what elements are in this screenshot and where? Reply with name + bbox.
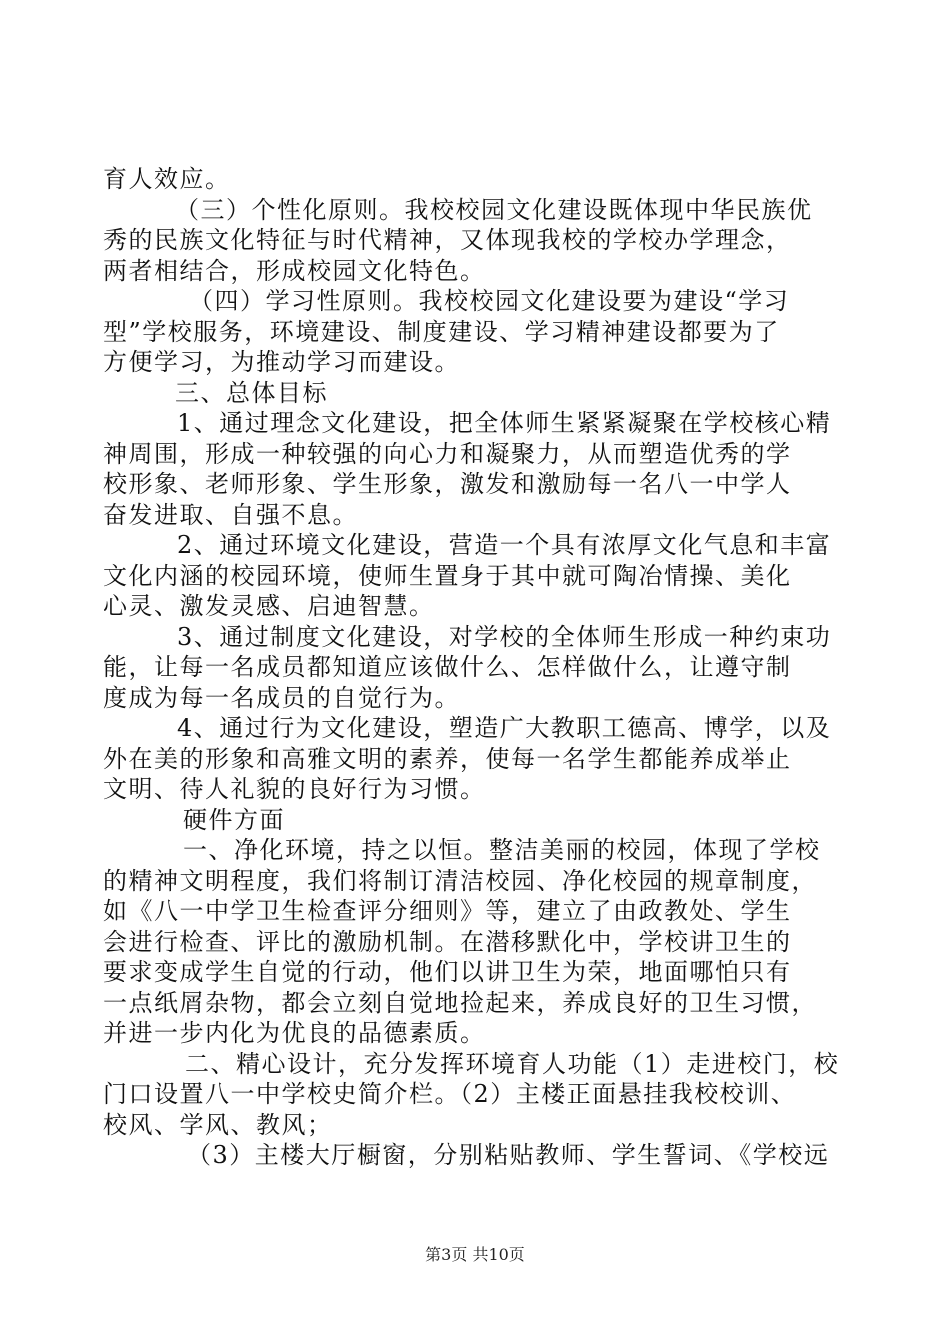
text-line: 文化内涵的校园环境，使师生置身于其中就可陶冶情操、美化 [103, 561, 792, 590]
text-line: 方便学习，为推动学习而建设。 [103, 348, 460, 376]
section-heading: 硬件方面 [183, 805, 285, 834]
text-line: 要求变成学生自觉的行动，他们以讲卫生为荣，地面哪怕只有 [103, 958, 792, 986]
text-line: 外在美的形象和高雅文明的素养，使每一名学生都能养成举止 [103, 744, 792, 773]
text-line: 育人效应。 [103, 165, 231, 193]
text-line: 一点纸屑杂物，都会立刻自觉地捡起来，养成良好的卫生习惯， [103, 988, 817, 1017]
text-line: （3）主楼大厅橱窗，分别粘贴教师、学生誓词、《学校远 [187, 1141, 830, 1169]
text-line: 度成为每一名成员的自觉行为。 [103, 683, 460, 712]
text-line: （三）个性化原则。我校校园文化建设既体现中华民族优 [175, 195, 813, 224]
document-body [103, 164, 840, 1171]
text-line: 二、精心设计，充分发挥环境育人功能（1）走进校门，校 [185, 1049, 840, 1078]
text-line: 校形象、老师形象、学生形象，激发和激励每一名八一中学人 [103, 470, 792, 498]
text-line: 2、通过环境文化建设，营造一个具有浓厚文化气息和丰富 [177, 531, 832, 559]
text-line: 文明、待人礼貌的良好行为习惯。 [103, 775, 486, 803]
section-heading: 三、总体目标 [175, 378, 328, 407]
text-line: 并进一步内化为优良的品德素质。 [103, 1019, 486, 1047]
text-line: （四）学习性原则。我校校园文化建设要为建设“学习 [189, 287, 790, 315]
text-line: 的精神文明程度，我们将制订清洁校园、净化校园的规章制度， [103, 866, 817, 895]
text-line: 心灵、激发灵感、启迪智慧。 [103, 592, 435, 620]
text-line: 1、通过理念文化建设，把全体师生紧紧凝聚在学校核心精 [177, 409, 832, 437]
text-line: 会进行检查、评比的激励机制。在潜移默化中，学校讲卫生的 [103, 927, 792, 956]
text-line: 两者相结合，形成校园文化特色。 [103, 256, 486, 285]
page-number-footer: 第3页 共10页 [425, 1245, 525, 1264]
text-line: 3、通过制度文化建设，对学校的全体师生形成一种约束功 [177, 622, 832, 651]
text-line: 奋发进取、自强不息。 [103, 500, 358, 529]
text-line: 型”学校服务，环境建设、制度建设、学习精神建设都要为了 [103, 317, 780, 346]
text-line: 校风、学风、教风； [103, 1110, 333, 1139]
text-line: 能，让每一名成员都知道应该做什么、怎样做什么，让遵守制 [103, 653, 792, 681]
text-line: 4、通过行为文化建设，塑造广大教职工德高、博学，以及 [177, 714, 832, 742]
text-line: 秀的民族文化特征与时代精神，又体现我校的学校办学理念， [103, 226, 792, 254]
text-line: 神周围，形成一种较强的向心力和凝聚力，从而塑造优秀的学 [103, 439, 792, 468]
text-line: 一、净化环境，持之以恒。整洁美丽的校园，体现了学校 [183, 836, 821, 864]
text-line: 如《八一中学卫生检查评分细则》等，建立了由政教处、学生 [103, 897, 792, 925]
text-line: 门口设置八一中学校史简介栏。（2）主楼正面悬挂我校校训、 [103, 1080, 797, 1108]
